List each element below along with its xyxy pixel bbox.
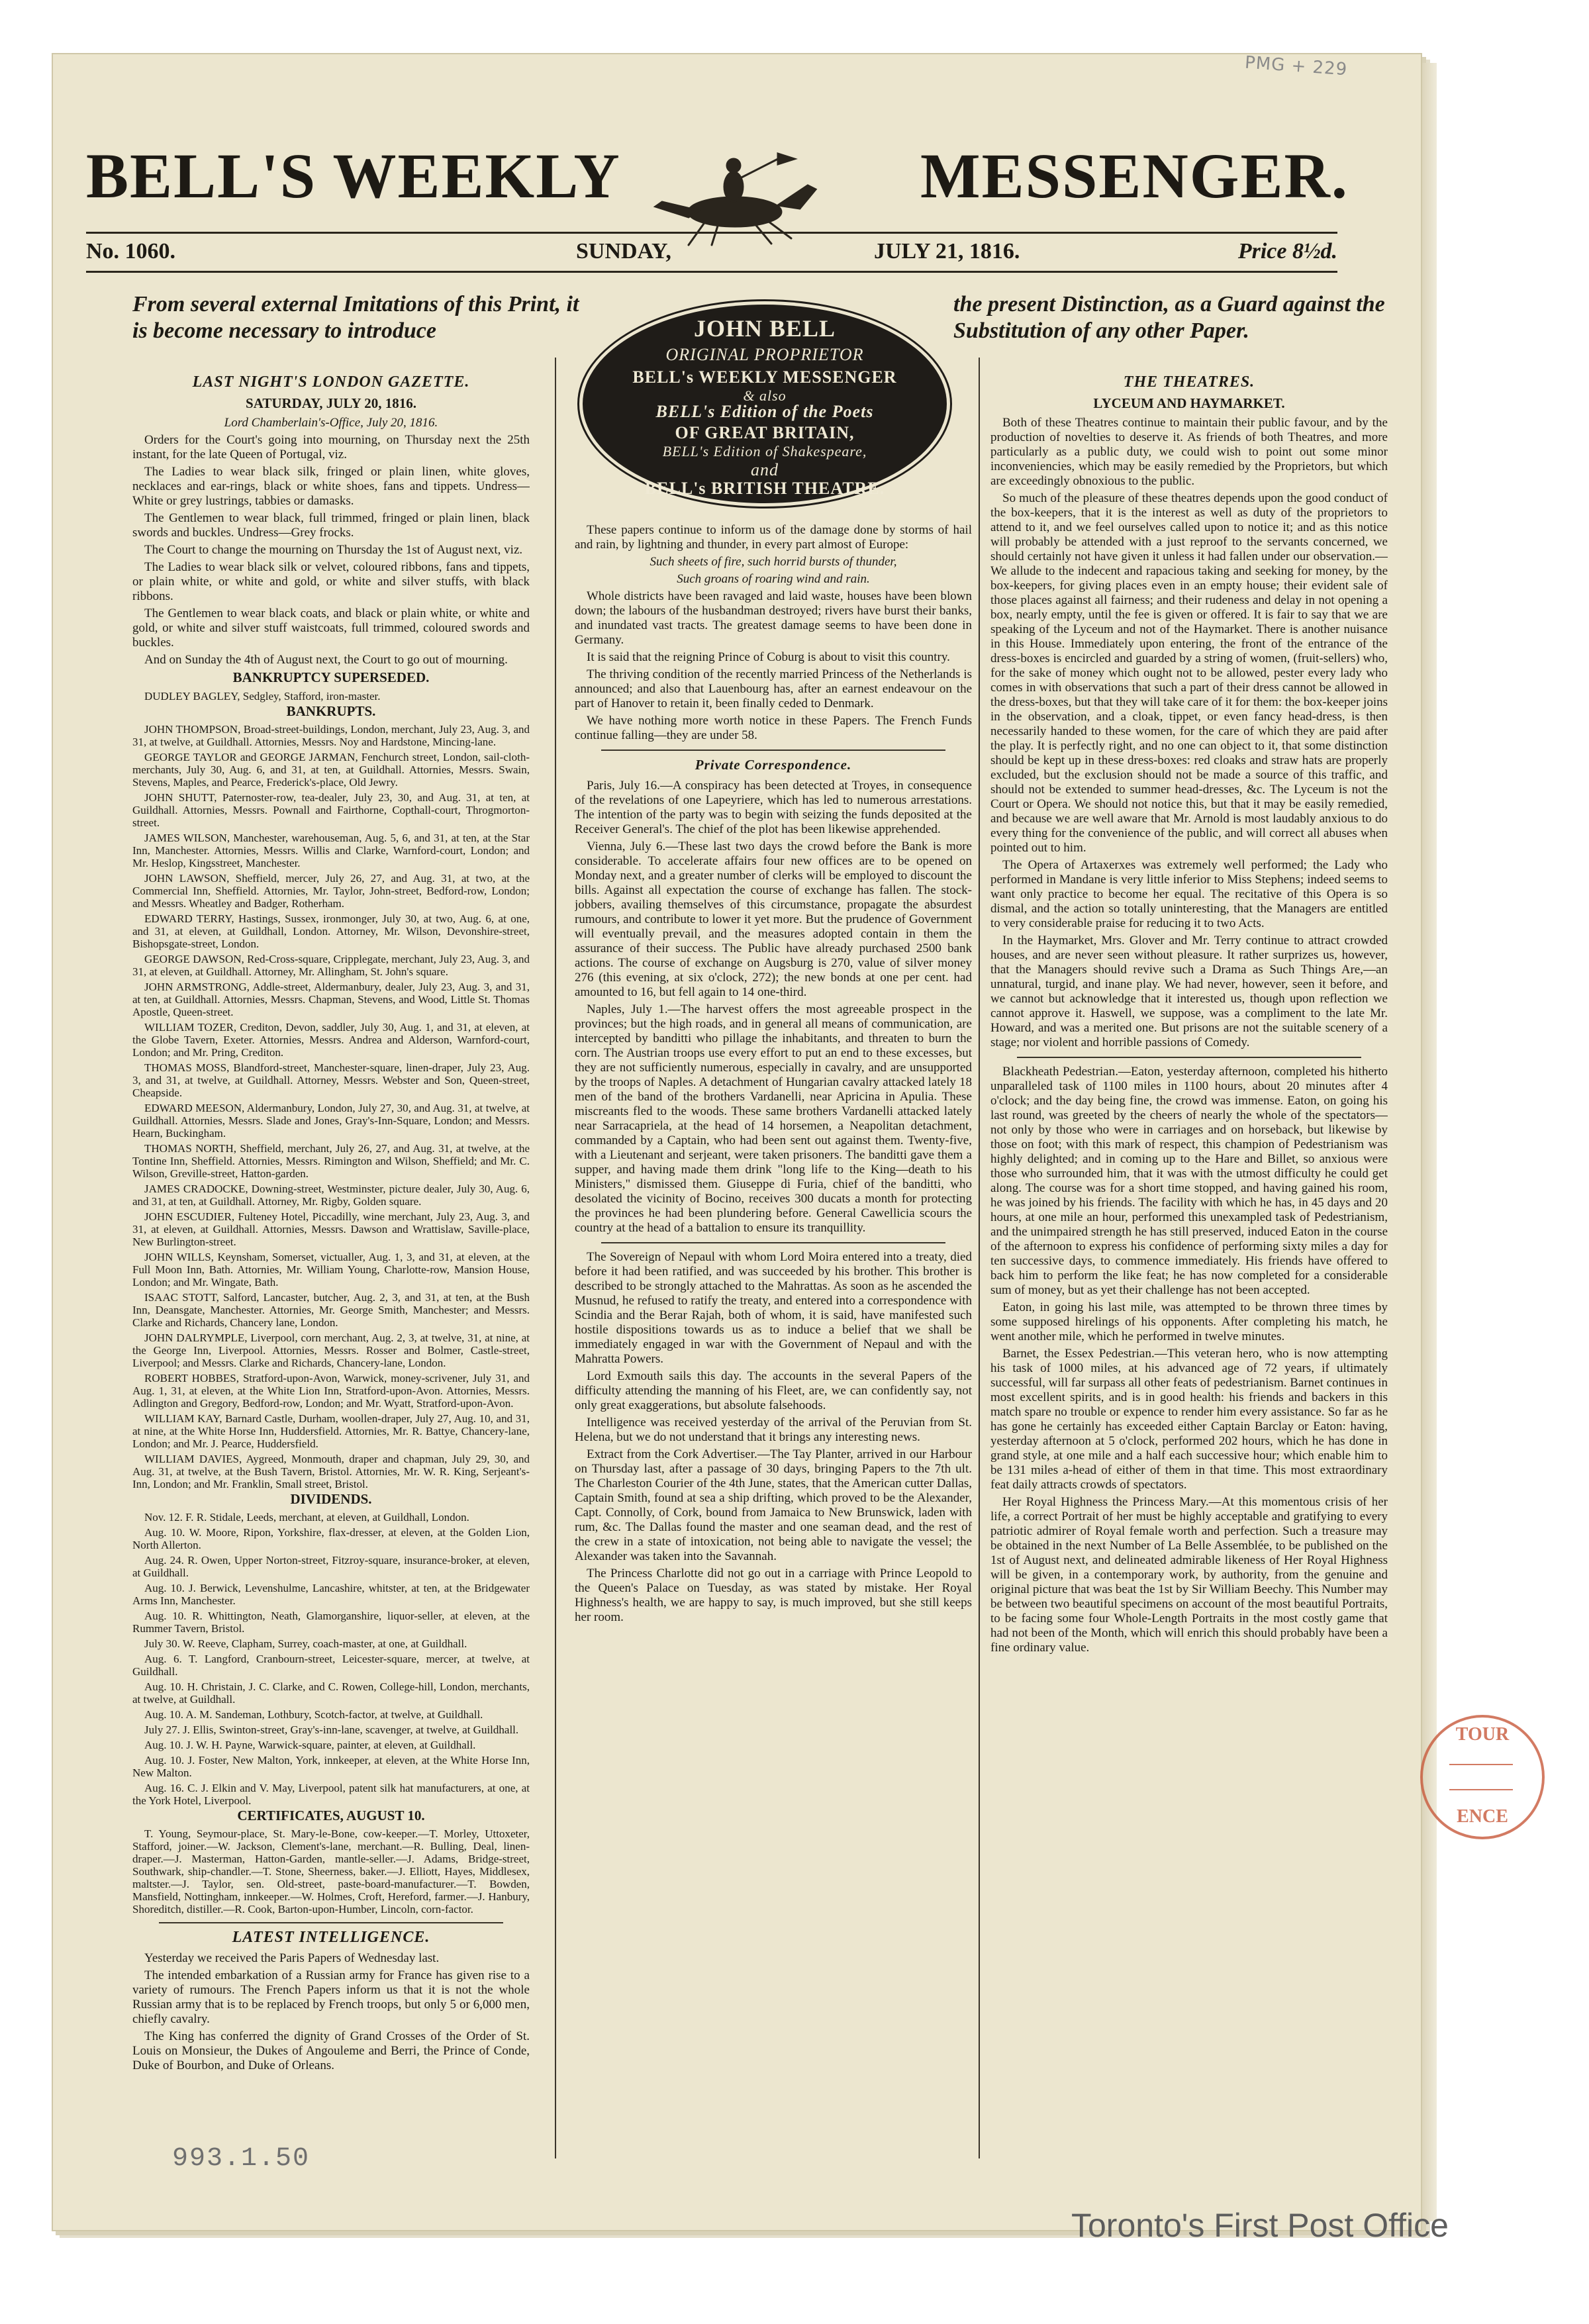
column-rule <box>979 358 980 2158</box>
notice-entry: WILLIAM TOZER, Crediton, Devon, saddler, July 30, Aug. 1, and 31, at eleven, at the Globe Tavern, Exeter. Attornies, Messrs. Andrea and Alderson, Warnford-court, London; and Mr. Pring, Crediton. <box>132 1021 530 1059</box>
paragraph: The Gentlemen to wear black coats, and black or plain white, or white and gold, or white and silver stuff waistcoats, full trimmed, coloured swords and buckles. <box>132 606 530 650</box>
notice-entry: JAMES CRADOCKE, Downing-street, Westminster, picture dealer, July 30, Aug. 6, and 31, at ten, at Guildhall. Attorney, Mr. Rigby, Golden square. <box>132 1183 530 1208</box>
notice-entry: Aug. 10. J. Foster, New Malton, York, innkeeper, at eleven, at the White Horse Inn, New Malton. <box>132 1754 530 1779</box>
section-heading: LAST NIGHT'S LONDON GAZETTE. <box>192 373 470 391</box>
office-line: Lord Chamberlain's-Office, July 20, 1816. <box>224 416 438 430</box>
notice-entry: THOMAS NORTH, Sheffield, merchant, July 26, 27, and Aug. 31, at twelve, at the Tontine Inn, Sheffield. Attornies, Messrs. Rimington and Wilson, Sheffield; and Mr. C. Wilson, Greville-street, Hatton-garden. <box>132 1142 530 1180</box>
notice-entry: Aug. 6. T. Langford, Cranbourn-street, Leicester-square, mercer, at twelve, at Guildhall. <box>132 1653 530 1678</box>
subheading: BANKRUPTS. <box>286 703 376 719</box>
notice-entry: Nov. 12. F. R. Stidale, Leeds, merchant, at eleven, at Guildhall, London. <box>144 1511 469 1524</box>
stamp-text-top: TOUR <box>1455 1724 1510 1745</box>
notice-entry: ISAAC STOTT, Salford, Lancaster, butcher, Aug. 2, 3, and 31, at ten, at the Bush Inn, Deansgate, Manchester. Attornies, Mr. George Smith, Manchester; and Messrs. Clarke and Richards, Chancery lane, London. <box>132 1291 530 1329</box>
paragraph: The Sovereign of Nepaul with whom Lord Moira entered into a treaty, died before it had been ratified, and was succeeded by his brother. This brother is described to be strongly attached to the Mahrattas. As soon as he ascended the Musnud, he refused to ratify the treaty, and entered into a correspondence with Scindia and the Berar Rajah, both of whom, it is said, have manifested such hostile dispositions towards us as to induce a belief that we shall be immediately engaged in war with the Government of Nepaul and with the Mahratta Powers. <box>575 1250 972 1366</box>
paragraph: Yesterday we received the Paris Papers of Wednesday last. <box>144 1951 440 1965</box>
notice-entry: JOHN WILLS, Keynsham, Somerset, victualler, Aug. 1, 3, and 31, at eleven, at the Full Moon Inn, Bath. Attornies, Mr. William Young, Charlotte-row, Mansion House, London; and Mr. Wingate, Bath. <box>132 1251 530 1288</box>
paragraph: And on Sunday the 4th of August next, the Court to go out of mourning. <box>144 653 508 667</box>
dateline-bar <box>86 232 1337 273</box>
notice-entry: Aug. 16. C. J. Elkin and V. May, Liverpool, patent silk hat manufacturers, at one, at the York Hotel, Liverpool. <box>132 1782 530 1807</box>
notice-entry: Aug. 24. R. Owen, Upper Norton-street, Fitzroy-square, insurance-broker, at eleven, at Guildhall. <box>132 1554 530 1579</box>
handwritten-note: PMG + 229 <box>1244 52 1349 80</box>
notice-entry: Aug. 10. W. Moore, Ripon, Yorkshire, flax-dresser, at eleven, at the Golden Lion, North Allerton. <box>132 1526 530 1551</box>
section-divider <box>601 750 945 751</box>
issue-date: JULY 21, 1816. <box>874 239 1020 264</box>
notice-entry: JOHN THOMPSON, Broad-street-buildings, London, merchant, July 23, Aug. 3, and 31, at twelve, at Guildhall. Attornies, Messrs. Noy and Hardstone, Mincing-lane. <box>132 723 530 748</box>
paragraph: Her Royal Highness the Princess Mary.—At this momentous crisis of her life, a correct Portrait of her must be highly acceptable and gratifying to every patriotic admirer of Royal female worth and perfection. Such a treasure may be obtained in the next Number of La Belle Assemblée, to be published on the 1st of August next, and delineated admirable likeness of Her Royal Highness will be given, in a contemporary work, by authority, from the genuine and original picture that was beat the 1st by Sir William Beechy. This Number may be between two beautiful specimens on account of the most beautiful Portraits, to be facing some four Whole-Length Portraits in the most costly game that had not been of the Month, which will enrich this should probably have been a fine ordinary value. <box>990 1495 1388 1655</box>
page-edge <box>1422 63 1437 2221</box>
paragraph: The Princess Charlotte did not go out in a carriage with Prince Leopold to the Queen's Palace on Tuesday, as was stated by mistake. Her Royal Highness's health, we are happy to say, is much improved, but she still keeps her room. <box>575 1567 972 1624</box>
notice-entry: GEORGE DAWSON, Red-Cross-square, Cripplegate, merchant, July 23, Aug. 3, and 31, at eleven, at Guildhall. Attorney, Mr. Allingham, St. John's square. <box>132 953 530 978</box>
notice-entry: WILLIAM KAY, Barnard Castle, Durham, woollen-draper, July 27, Aug. 10, and 31, at nine, at the White Horse Inn, Huddersfield. Attornies, Mr. R. Battye, Chancery-lane, London; and Mr. J. Pearce, Huddersfield. <box>132 1412 530 1450</box>
paragraph: We have nothing more worth notice in these Papers. The French Funds continue falling—they are under 58. <box>575 714 972 742</box>
notice-entry: Aug. 10. J. W. H. Payne, Warwick-square, painter, at eleven, at Guildhall. <box>144 1739 476 1751</box>
paragraph: The Gentlemen to wear black, full trimmed, fringed or plain linen, black swords and buckles. Undress—Grey frocks. <box>132 511 530 540</box>
notice-entry: Aug. 10. J. Berwick, Levenshulme, Lancashire, whitster, at ten, at the Bridgewater Arms Inn, Manchester. <box>132 1582 530 1607</box>
paragraph: Whole districts have been ravaged and laid waste, houses have been blown down; the labours of the husbandman destroyed; rivers have burst their banks, and inundated vast tracts. The greatest damage seems to have been done in Germany. <box>575 589 972 647</box>
seal-line: BELL's BRITISH THEATRE. <box>644 479 885 498</box>
paragraph: These papers continue to inform us of the damage done by storms of hail and rain, by lightning and thunder, in every part almost of Europe: <box>575 523 972 552</box>
notice-entry: JOHN DALRYMPLE, Liverpool, corn merchant, Aug. 2, 3, at twelve, 31, at nine, at the George Inn, Liverpool. Attornies, Messrs. Rosser and Bolmer, Castle-street, Liverpool; and Messrs. Clarke and Richards, Chancery-lane, London. <box>132 1331 530 1369</box>
verse-line: Such sheets of fire, such horrid bursts of thunder, <box>650 555 897 569</box>
paragraph: Extract from the Cork Advertiser.—The Tay Planter, arrived in our Harbour on Thursday last, after a passage of 30 days, bringing Papers to the 7th ult. The Charleston Courier of the 4th June, states, that the American cutter Dallas, Captain Smith, found at sea a ship drifting, which proved to be the Alexander, Capt. Connolly, of Cork, bound from Jamaica to New Brunswick, laden with rum, &c. The Dallas found the master and one seaman dead, and the rest of the crew in a state of intoxication, not being able to navigate the vessel; the Alexander was taken into the Savannah. <box>575 1447 972 1563</box>
notice-entry: JOHN ESCUDIER, Fulteney Hotel, Piccadilly, wine merchant, July 23, Aug. 3, and 31, at eleven, at Guildhall. Attornies, Messrs. Dawson and Wrattislaw, Saville-place, New Burlington-street. <box>132 1210 530 1248</box>
paragraph: It is said that the reigning Prince of Coburg is about to visit this country. <box>587 650 950 664</box>
notice-entry: GEORGE TAYLOR and GEORGE JARMAN, Fenchurch street, London, sail-cloth-merchants, July 30, Aug. 6, and 31, at ten, at Guildhall. Attornies, Messrs. Swain, Stevens, Maples, and Pearce, Frederick's-place, Old Jewry. <box>132 751 530 789</box>
paragraph: So much of the pleasure of these theatres depends upon the good conduct of the box-keepers, that it is the interest as well as duty of the proprietors to attend to it, and we feel ourselves called upon to notice it; and as this notice will probably be attended with a just reproof to the servants concerned, we should certainly not have given it unless it had fallen under our observation.—We allude to the indecent and rapacious taking and seeking for money, by the box-keepers, for giving places even in an empty house; their evident sale of those places against all fairness; and their rudeness and delay in not opening a box, nearly empty, until the fee is given or offered. It is fair to say that we are speaking of the Lyceum and not of the Haymarket. There is another nuisance in this House. Immediately upon entering, the front of the entrance of the dress-boxes is encircled and guarded by a string of women, (fruit-sellers) who, for the sake of money which ought not to be allowed, pester every lady who comes in with observations that such a part of their dress cannot be allowed in the dress-boxes, but that they will take care of it for them: the box-keeper joins in the observation, and a cloak, tippet, or even fancy head-dress, is then necessarily handed to these women, for the care of which they are paid after the play. It is perfectly right, and no one can object to it, that some distinction should be kept up in these dress-boxes: red cloaks and straw hats are properly excluded, but the exclusion should not be made a source of this traffic, and should not be extended to summer head-dresses, &c. The Lyceum is not the Court or Opera. We should not notice this, but that it may be easily remedied, and because we are well aware that Mr. Arnold is most laudably anxious to do every thing for the convenience of the public, and will correct all abuses when pointed out to him. <box>990 491 1388 855</box>
notice-entry: ROBERT HOBBES, Stratford-upon-Avon, Warwick, money-scrivener, July 31, and Aug. 1, 31, at eleven, at the White Lion Inn, Stratford-upon-Avon. Attornies, Messrs. Adlington and Gregory, Bedford-row, London; and Mr. Wyatt, Stratford-upon-Avon. <box>132 1372 530 1410</box>
paragraph: The Opera of Artaxerxes was extremely well performed; the Lady who performed in Mandane is very little inferior to Miss Stephens; indeed seems to want only practice to become her equal. The recitative of this Opera is so dismal, and the action so totally uninteresting, that the Managers are entitled to very considerable praise for reducing it to two Acts. <box>990 858 1388 930</box>
paragraph: Lord Exmouth sails this day. The accounts in the several Papers of the difficulty attending the manning of his Fleet, are, we can confidently say, not only great exaggerations, but absolute falsehoods. <box>575 1369 972 1412</box>
notice-left: From several external Imitations of this Print, it is become necessary to introduce <box>132 292 579 343</box>
notice-right: the present Distinction, as a Guard against the Substitution of any other Paper. <box>953 292 1385 343</box>
notice-entry: July 30. W. Reeve, Clapham, Surrey, coach-master, at one, at Guildhall. <box>144 1637 467 1650</box>
notice-entry: JAMES WILSON, Manchester, warehouseman, Aug. 5, 6, and 31, at ten, at the Star Inn, Manchester. Attornies, Messrs. Willis and Clarke, Warnford-court, London; and Mr. Heslop, Kingsstreet, Manchester. <box>132 832 530 869</box>
section-divider <box>1017 1057 1361 1058</box>
masthead-title-right: MESSENGER. <box>920 140 1349 211</box>
paragraph: The thriving condition of the recently married Princess of the Netherlands is announced; and also that Lauenbourg has, after an earnest endeavour on the part of Hanover to retain it, been finally ceded to Denmark. <box>575 667 972 710</box>
subheading: LYCEUM AND HAYMARKET. <box>1093 395 1285 411</box>
paragraph: Both of these Theatres continue to maintain their public favour, and by the production of novelties to deserve it. As friends of both Theatres, and more particularly as a public duty, we could wish to point out some minor inconveniencies, which may be easily remedied by the Proprietors, but which are exceedingly obnoxious to the public. <box>990 416 1388 488</box>
notice-entry: WILLIAM DAVIES, Aygreed, Monmouth, draper and chapman, July 29, 30, and Aug. 31, at twelve, at the Bush Tavern, Bristol. Attornies, Mr. W. R. King, Serjeant's-Inn, London; and Mr. Franklin, Small street, Bristol. <box>132 1453 530 1490</box>
column-theatres <box>990 371 1388 2158</box>
notice-entry: Aug. 10. R. Whittington, Neath, Glamorganshire, liquor-seller, at eleven, at the Rummer Tavern, Bristol. <box>132 1610 530 1635</box>
seal-line: and <box>751 460 779 479</box>
verse-line: Such groans of roaring wind and rain. <box>677 572 870 586</box>
subheading: BANKRUPTCY SUPERSEDED. <box>232 669 430 685</box>
paragraph: In the Haymarket, Mrs. Glover and Mr. Terry continue to attract crowded houses, and are never seen without pleasure. It rather surprizes us, however, that the Managers should revive such a Drama as Such Things Are,—an unnatural, turgid, and inane play. We had never, however, seen it before, and we cannot but acknowledge that it interested us, though upon reflection we cannot approve it. Haswell, we suppose, was a compliment to the late Mr. Howard, and was a merited one. But prisons are not the suitable scenery of a stage; nor violent and horrible passions of Comedy. <box>990 934 1388 1049</box>
section-heading: LATEST INTELLIGENCE. <box>232 1929 430 1946</box>
seal-line: BELL's Edition of the Poets <box>655 402 874 421</box>
paragraph: Paris, July 16.—A conspiracy has been detected at Troyes, in consequence of the revelations of one Lapeyriere, which has led to numerous arrestations. The intention of the party was to begin with seizing the funds deposited at the Receiver General's. The chief of the plot has been likewise apprehended. <box>575 779 972 836</box>
notice-entry: JOHN ARMSTRONG, Addle-street, Aldermanbury, dealer, July 23, Aug. 3, and 31, at ten, at Guildhall. Attornies, Messrs. Chapman, Stevens, and Wood, Little St. Thomas Apostle, Queen-street. <box>132 981 530 1018</box>
section-divider <box>601 1242 945 1243</box>
notice-entry: EDWARD MEESON, Aldermanbury, London, July 27, 30, and Aug. 31, at twelve, at Guildhall. Attornies, Messrs. Slade and Jones, Gray's-Inn-Square, London; and Messrs. Hearn, Buckingham. <box>132 1102 530 1139</box>
post-office-stamp <box>1420 1715 1545 1839</box>
paragraph: Orders for the Court's going into mourning, on Thursday next the 25th instant, for the late Queen of Portugal, viz. <box>132 433 530 461</box>
paragraph: Naples, July 1.—The harvest offers the most agreeable prospect in the provinces; but the high roads, and in general all means of communication, are intercepted by banditti who pillage the inhabitants, and threaten to burn the corn. The Austrian troops use every effort to put an end to these excesses, but they are not sufficiently numerous, especially in cavalry, and are unsupported by the troops of Naples. A detachment of Hungarian cavalry attacked lately 18 men of the band of the brothers Vardanelli, near Apricina in Apulia. These miscreants fled to the woods. These same brothers Vardanelli attacked lately near Sarracapriela, at the head of 14 horsemen, a Neapolitan detachment, commanded by a Captain, who had been sent out against them. Twenty-five, with a Lieutenant and serjeant, were taken prisoners. The banditti gave them a supper, and having made them drink "long life to the King—death to his Ministers," dismissed them. Giuseppe di Furia, chief of the banditti, who desolated the vicinity of Bocino, receives 300 ducats a month for protecting the provinces he had been plundering before. General Cawellicia scours the country at the head of a battalion to ensure its tranquillity. <box>575 1002 972 1235</box>
accession-number: 993.1.50 <box>172 2144 311 2174</box>
section-heading: THE THEATRES. <box>1123 373 1255 391</box>
seal-line: BELL's WEEKLY MESSENGER <box>632 367 897 387</box>
paragraph: Barnet, the Essex Pedestrian.—This veteran hero, who is now attempting his task of 1000 miles, at his advanced age of 72 years, if ultimately successful, will far surpass all other feats of pedestrianism. Barnet continues in most excellent spirits, and is in good health: his friends and backers in this match spare no trouble or expence to render him every assistance. So far as he has gone he certainly has exceeded either Captain Barclay or Eaton: having, yesterday afternoon at 5 o'clock, performed 202 hours, which he has done in grand style, at one mile and a half each successive hour; which enable him to be 131 miles a-head of either of them in that time. This most extraordinary feat daily attracts crowds of spectators. <box>990 1347 1388 1492</box>
masthead-title-left: BELL'S WEEKLY <box>86 140 621 211</box>
column-gazette <box>132 371 530 2152</box>
paragraph: Intelligence was received yesterday of the arrival of the Peruvian from St. Helena, but we do not understand that it brings any interesting news. <box>575 1416 972 1444</box>
notice-entry: JOHN SHUTT, Paternoster-row, tea-dealer, July 23, 30, and Aug. 31, at ten, at Guildhall. Attornies, Messrs. Pownall and Fairthorne, Copthall-court, Throgmorton-street. <box>132 791 530 829</box>
notice-entry: Aug. 10. A. M. Sandeman, Lothbury, Scotch-factor, at twelve, at Guildhall. <box>144 1708 483 1721</box>
notice-entry: THOMAS MOSS, Blandford-street, Manchester-square, linen-draper, July 23, Aug. 3, and 31, at twelve, at Guildhall. Attorney, Messrs. Webster and Son, Queen-street, Cheapside. <box>132 1061 530 1099</box>
paragraph: The Court to change the mourning on Thursday the 1st of August next, viz. <box>144 543 523 557</box>
seal-line: & also <box>743 387 787 404</box>
subheading: CERTIFICATES, AUGUST 10. <box>237 1808 425 1823</box>
proprietor-seal <box>583 305 947 503</box>
paragraph: Vienna, July 6.—These last two days the crowd before the Bank is more considerable. To accelerate affairs four new offices are to be opened on Monday next, and a greater number of clerks will be employed to discount the bills. Against all expectation the course of exchange has fallen. The stock-jobbers, availing themselves of this circumstance, propagate the absurdest rumours, and contribute to lower it yet more. But the prudence of Government will eventually prevail, and the measures adopted contain in them the assurance of their success. The Public have already purchased 2500 bank actions. The course of exchange on Augsburg is 270, value of silver money 276 (this evening, at six o'clock, 272); the new bonds at one per cent. had amounted to 16, but fell again to 14 one-third. <box>575 840 972 999</box>
notice-entry: JOHN LAWSON, Sheffield, mercer, July 26, 27, and Aug. 31, at two, at the Commercial Inn, Sheffield. Attornies, Mr. Taylor, John-street, Bedford-row, London; and Messrs. Wheatley and Badger, Rotherham. <box>132 872 530 910</box>
paragraph: The Ladies to wear black silk, fringed or plain linen, white gloves, necklaces and ear-rings, black or white shoes, fans and tippets. Undress—White or grey lustrings, tabbies or damasks. <box>132 465 530 508</box>
paragraph: The intended embarkation of a Russian army for France has given rise to a variety of rumours. The French Papers inform us that it is not the whole Russian army that is to be replaced by French troops, but only 5 or 6,000 men, chiefly cavalry. <box>132 1968 530 2026</box>
notice-entry: DUDLEY BAGLEY, Sedgley, Stafford, iron-master. <box>144 690 381 702</box>
paragraph: Blackheath Pedestrian.—Eaton, yesterday afternoon, completed his hitherto unparalleled task of 1100 miles in 1100 hours, about 20 minutes after 4 o'clock; and the day being fine, the crowd was immense. Eaton, on going his last round, was greeted by the cheers of nearly the whole of the spectators—not only by those who were in carriages and on horseback, but likewise by those on foot; with this mark of respect, this champion of Pedestrianism was highly delighted; and in coming up to the Hare and Billet, so anxious were those who surrounded him, that it was with the utmost difficulty he could get along. The course was for a short time stopped, and having gained his room, he was joined by his friends. The facility with which he has, in 45 days and 20 hours, at one mile an hour, performed this unexampled task of Pedestrianism, and the unimpaired strength he has still preserved, induced Eaton in the course of the afternoon to express his confidence of performing sixty miles a day for ten successive days, to commence immediately. His friends have offered to back him to perform the like feat; he has now completed for a considerable sum of money, but as yet their challenge has not been accepted. <box>990 1065 1388 1297</box>
stamp-center <box>1449 1764 1513 1790</box>
seal-line: JOHN BELL <box>693 315 836 342</box>
subheading: DIVIDENDS. <box>290 1491 372 1507</box>
section-heading: Private Correspondence. <box>695 757 852 773</box>
section-date: SATURDAY, JULY 20, 1816. <box>246 395 416 411</box>
seal-line: ORIGINAL PROPRIETOR <box>665 345 864 364</box>
section-divider <box>159 1922 503 1923</box>
notice-entry: EDWARD TERRY, Hastings, Sussex, ironmonger, July 30, at two, Aug. 6, at one, and 31, at eleven, at Guildhall, London. Attorney, Mr. Wilson, Devonshire-street, Bishopsgate-street, London. <box>132 912 530 950</box>
paragraph: Eaton, in going his last mile, was attempted to be thrown three times by some supposed hirelings of his opponents. After completing his match, he went another mile, which he performed in twelve minutes. <box>990 1300 1388 1343</box>
issue-number: No. 1060. <box>86 239 176 264</box>
notice-entry: T. Young, Seymour-place, St. Mary-le-Bone, cow-keeper.—T. Morley, Uttoxeter, Stafford, joiner.—W. Jackson, Clement's-lane, merchant.—R. Bulling, Deal, linen-draper.—J. Masterman, Hatton-Garden, mantle-seller.—J. Adams, Bridge-street, Southwark, ship-chandler.—T. Stone, Sheerness, baker.—J. Elliott, Hayes, Middlesex, maltster.—J. Taylor, sen. Old-street, paste-board-manufacturer.—T. Bowden, Mansfield, Nottingham, innkeeper.—W. Holmes, Croft, Hereford, farmer.—J. Hanbury, Shoreditch, distiller.—R. Cook, Barton-upon-Humber, Lincoln, corn-factor. <box>132 1827 530 1915</box>
issue-day: SUNDAY, <box>576 239 671 264</box>
watermark-caption: Toronto's First Post Office <box>1071 2207 1449 2244</box>
stamp-text-bottom: ENCE <box>1457 1806 1508 1827</box>
notice-entry: Aug. 10. H. Christain, J. C. Clarke, and C. Rowen, College-hill, London, merchants, at twelve, at Guildhall. <box>132 1680 530 1706</box>
paragraph: The Ladies to wear black silk or velvet, coloured ribbons, fans and tippets, or plain white, or white and gold, or white and silver stuffs, with black ribbons. <box>132 560 530 603</box>
issue-price: Price 8½d. <box>1237 239 1337 264</box>
seal-line: BELL's Edition of Shakespeare, <box>662 443 867 460</box>
seal-line: OF GREAT BRITAIN, <box>675 423 855 442</box>
notice-entry: July 27. J. Ellis, Swinton-street, Gray's-inn-lane, scavenger, at twelve, at Guildhall. <box>144 1723 519 1736</box>
column-rule <box>555 358 556 2158</box>
column-news <box>575 523 972 2158</box>
paragraph: The King has conferred the dignity of Grand Crosses of the Order of St. Louis on Monsieur, the Dukes of Angouleme and Berri, the Prince of Conde, Duke of Bourbon, and Duke of Orleans. <box>132 2029 530 2072</box>
